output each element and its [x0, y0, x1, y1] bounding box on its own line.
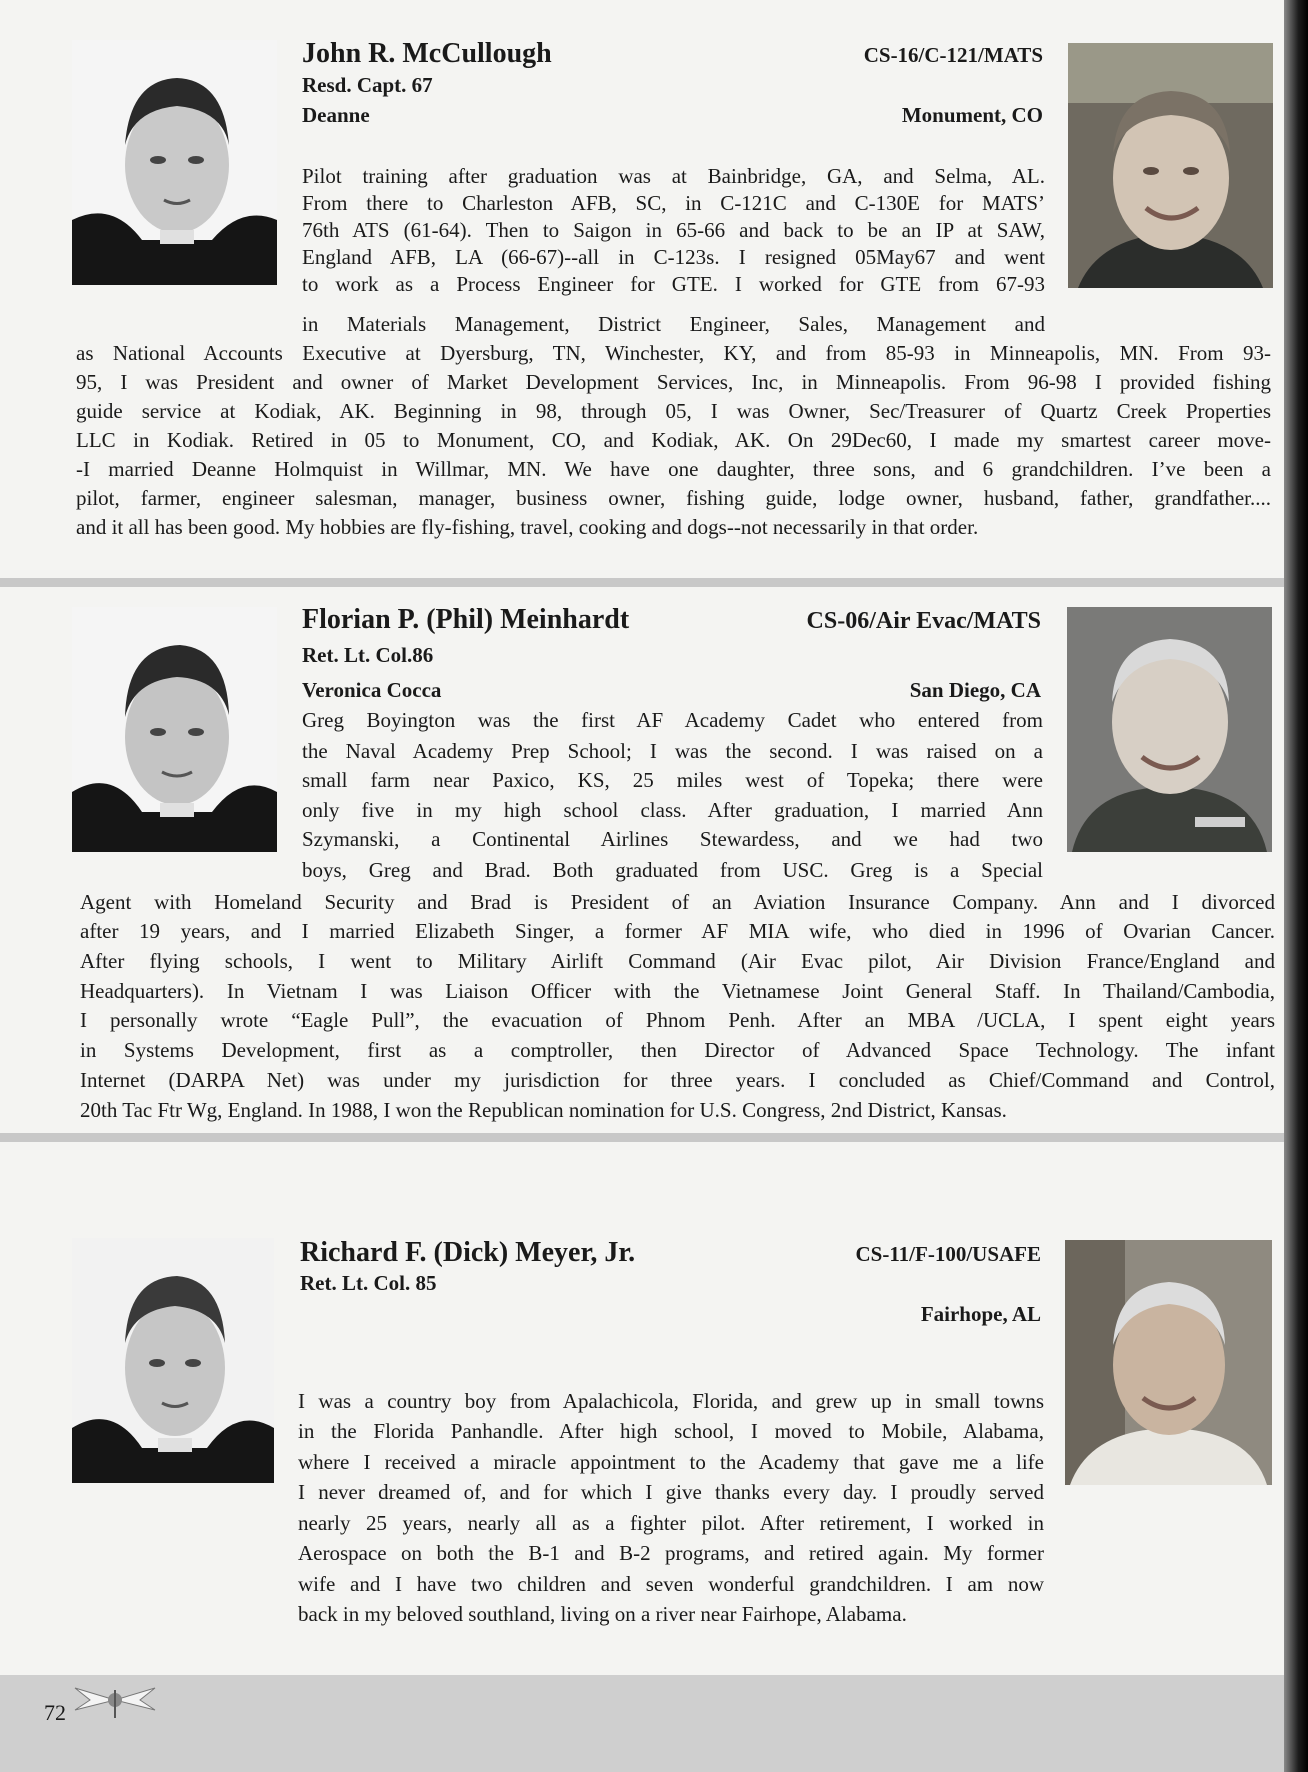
bio-line: From there to Charleston AFB, SC, in C-121C and C-130E for MATS’	[302, 191, 1045, 215]
rank: Ret. Lt. Col. 85	[300, 1271, 437, 1295]
bio-line: 20th Tac Ftr Wg, England. In 1988, I won the Republican nomination for U.S. Congress, 2nd District, Kansas.	[80, 1098, 1007, 1122]
person-name: Florian P. (Phil) Meinhardt	[302, 604, 630, 635]
bio-line: Agent with Homeland Security and Brad is President of an Aviation Insurance Company. Ann and I divorced	[80, 890, 1275, 914]
bio-line: back in my beloved southland, living on a river near Fairhope, Alabama.	[298, 1602, 907, 1626]
bio-line: I was a country boy from Apalachicola, Florida, and grew up in small towns	[298, 1389, 1044, 1413]
person-name: John R. McCullough	[302, 38, 552, 69]
bio-line: and it all has been good. My hobbies are fly-fishing, travel, cooking and dogs--not necessarily in that order.	[76, 515, 979, 539]
bio-line: After flying schools, I went to Military Airlift Command (Air Evac pilot, Air Division France/England and	[80, 949, 1275, 973]
bio-line: -I married Deanne Holmquist in Willmar, MN. We have one daughter, three sons, and 6 grandchildren. I’ve been a	[76, 457, 1271, 481]
class-code: CS-06/Air Evac/MATS	[806, 608, 1041, 634]
bio-line: wife and I have two children and seven wonderful grandchildren. I am now	[298, 1572, 1044, 1596]
page-footer	[0, 1675, 1284, 1772]
bio-line: to work as a Process Engineer for GTE. I worked for GTE from 67-93	[302, 272, 1045, 296]
bio-line: I personally wrote “Eagle Pull”, the evacuation of Phnom Penh. After an MBA /UCLA, I spent eight years	[80, 1008, 1275, 1032]
bio-line: LLC in Kodiak. Retired in 05 to Monument, CO, and Kodiak, AK. On 29Dec60, I made my smartest career move-	[76, 428, 1271, 452]
bio-line: boys, Greg and Brad. Both graduated from USC. Greg is a Special	[302, 858, 1043, 882]
section-divider	[0, 1133, 1284, 1142]
wings-emblem-icon	[70, 1680, 160, 1720]
location: San Diego, CA	[909, 678, 1041, 702]
current-portrait-photo	[1065, 1240, 1272, 1485]
cadet-portrait-photo	[72, 607, 277, 852]
cadet-portrait-photo	[72, 1238, 274, 1483]
class-code: CS-16/C-121/MATS	[863, 43, 1043, 67]
bio-line: in the Florida Panhandle. After high school, I moved to Mobile, Alabama,	[298, 1419, 1044, 1443]
section-divider	[0, 578, 1284, 587]
bio-line: in Systems Development, first as a comptroller, then Director of Advanced Space Technology. The infant	[80, 1038, 1275, 1062]
bio-line: Internet (DARPA Net) was under my jurisdiction for three years. I concluded as Chief/Command and Control,	[80, 1068, 1275, 1092]
bio-line: 95, I was President and owner of Market Development Services, Inc, in Minneapolis. From 96-98 I provided fishing	[76, 370, 1271, 394]
cadet-portrait-photo	[72, 40, 277, 285]
bio-line: only five in my high school class. After graduation, I married Ann	[302, 798, 1043, 822]
class-code: CS-11/F-100/USAFE	[855, 1242, 1041, 1266]
bio-line: small farm near Paxico, KS, 25 miles west of Topeka; there were	[302, 768, 1043, 792]
person-name: Richard F. (Dick) Meyer, Jr.	[300, 1237, 636, 1268]
rank: Resd. Capt. 67	[302, 73, 433, 97]
bio-line: as National Accounts Executive at Dyersburg, TN, Winchester, KY, and from 85-93 in Minneapolis, MN. From 93-	[76, 341, 1271, 365]
bio-line: where I received a miracle appointment to the Academy that gave me a life	[298, 1450, 1044, 1474]
bio-line: Szymanski, a Continental Airlines Stewardess, and we had two	[302, 827, 1043, 851]
bio-line: in Materials Management, District Engineer, Sales, Management and	[302, 312, 1045, 336]
current-portrait-photo	[1067, 607, 1272, 852]
location: Fairhope, AL	[920, 1302, 1041, 1326]
bio-line: Aerospace on both the B-1 and B-2 programs, and retired again. My former	[298, 1541, 1044, 1565]
bio-line: Headquarters). In Vietnam I was Liaison Officer with the Vietnamese Joint General Staff. In Thailand/Cambodia,	[80, 979, 1275, 1003]
bio-line: Pilot training after graduation was at Bainbridge, GA, and Selma, AL.	[302, 164, 1045, 188]
bio-line: after 19 years, and I married Elizabeth Singer, a former AF MIA wife, who died in 1996 of Ovarian Cancer.	[80, 919, 1275, 943]
bio-line: England AFB, LA (66-67)--all in C-123s. I resigned 05May67 and went	[302, 245, 1045, 269]
rank: Ret. Lt. Col.86	[302, 643, 434, 667]
current-portrait-photo	[1068, 43, 1273, 288]
spouse-name: Deanne	[302, 103, 370, 127]
bio-line: 76th ATS (61-64). Then to Saigon in 65-66 and back to be an IP at SAW,	[302, 218, 1045, 242]
bio-line: Greg Boyington was the first AF Academy Cadet who entered from	[302, 708, 1043, 732]
book-spine-shadow	[1284, 0, 1308, 1772]
bio-line: pilot, farmer, engineer salesman, manager, business owner, fishing guide, lodge owner, husband, father, grandfather....	[76, 486, 1271, 510]
bio-line: the Naval Academy Prep School; I was the second. I was raised on a	[302, 739, 1043, 763]
spouse-name: Veronica Cocca	[302, 678, 442, 702]
page-number: 72	[44, 1700, 66, 1725]
bio-line: I never dreamed of, and for which I give thanks every day. I proudly served	[298, 1480, 1044, 1504]
bio-line: guide service at Kodiak, AK. Beginning in 98, through 05, I was Owner, Sec/Treasurer of Quartz Creek Properties	[76, 399, 1271, 423]
location: Monument, CO	[901, 103, 1043, 127]
bio-line: nearly 25 years, nearly all as a fighter pilot. After retirement, I worked in	[298, 1511, 1044, 1535]
